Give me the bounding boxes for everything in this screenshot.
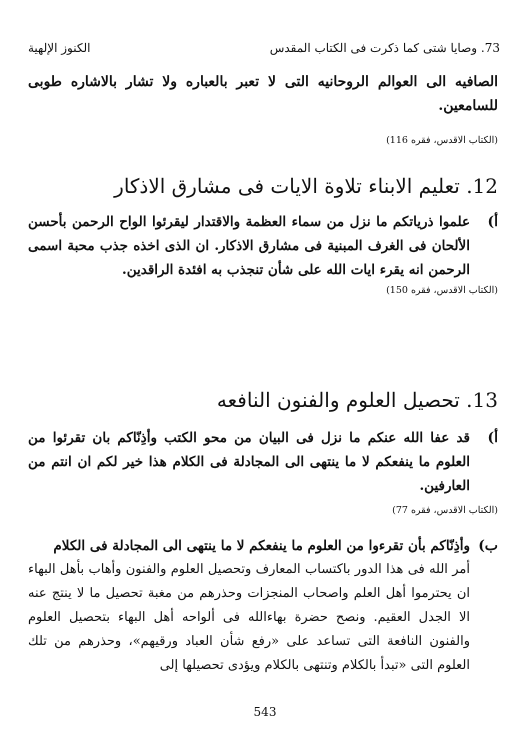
running-header (28, 40, 500, 56)
section-13-item-a (28, 426, 498, 498)
item-text: قد عفا الله عنكم ما نزل فى البيان من محو الكتب وأذِنّاكم بان تقرئوا من العلوم ما ينفعكم لا ما ينتهى الى المجادلة فى الكلام هذا خير لكم ان انتم من العارفين. (28, 430, 470, 494)
item-marker: ب) (478, 538, 498, 554)
item-marker: أ) (487, 430, 498, 446)
section-12-item-a (28, 210, 498, 282)
header-book-title: الكنوز الإلهية (28, 41, 91, 55)
section-12-title: 12. تعليم الابناء تلاوة الايات فى مشارق الاذكار (114, 174, 498, 198)
header-chapter-title: 73. وصايا شتى كما ذكرت فى الكتاب المقدس (269, 41, 500, 55)
item-commentary: أمر الله فى هذا الدور باكتساب المعارف وتحصيل العلوم والفنون وأهاب بأهل البهاء ان يحترموا أهل العلم واصحاب المنجزات وحذرهم من مغبة تحصيل ما لا ينتج عنه الا الجدل العقيم. ونصح حضرة بهاءالله فى ألواحه أهل البهاء بتحصيل العلوم والفنون النافعة التى تساعد على «رفع شأن العباد ورقيهم»، وحذرهم من تلك العلوم التى «تبدأ بالكلام وتنتهى بالكلام ويؤدى تحصيلها إلى (28, 562, 470, 673)
item-heading: وأذِنّاكم بأن تقرءوا من العلوم ما ينفعكم لا ما ينتهى الى المجادلة فى الكلام (53, 538, 470, 554)
section-13-title: 13. تحصيل العلوم والفنون النافعه (216, 388, 498, 412)
section-13-citation-a: (الكتاب الاقدس، فقره 77) (392, 505, 498, 516)
page-number: 543 (253, 705, 277, 719)
section-12-citation: (الكتاب الاقدس، فقره 150) (386, 285, 498, 296)
item-marker: أ) (487, 214, 498, 230)
item-text: علموا ذرياتكم ما نزل من سماء العظمة والاقتدار ليقرئوا الواح الرحمن بأحسن الألحان فى الغرف المبنية فى مشارق الاذكار. ان الذى اخذه جذب محبة اسمى الرحمن انه يقرء ايات الله على شأن تنجذب به افئدة الراقدين. (28, 214, 470, 278)
intro-text: الصافيه الى العوالم الروحانيه التى لا تعبر بالعباره ولا تشار بالاشاره طوبى للسامعين. (28, 74, 498, 114)
section-13-item-b (28, 534, 498, 678)
intro-citation: (الكتاب الاقدس، فقره 116) (386, 135, 498, 146)
